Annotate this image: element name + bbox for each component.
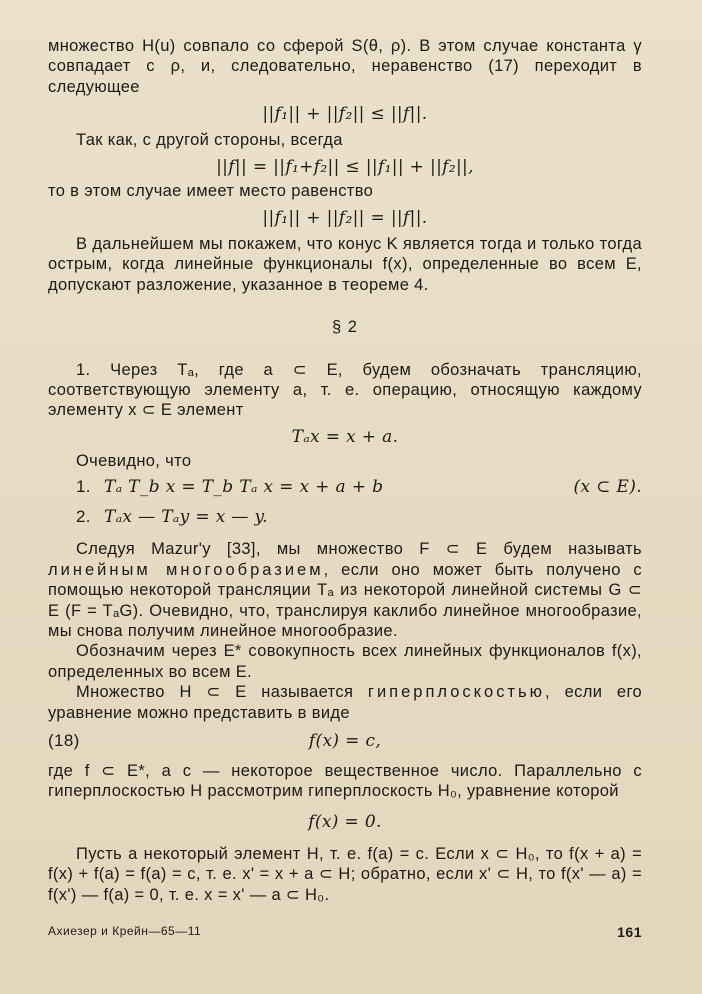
- paragraph-9: [48, 682, 642, 723]
- equation-4: Tₐx = x + a.: [291, 426, 399, 447]
- equation-1: ||f₁|| + ||f₂|| ≤ ||f||.: [262, 104, 428, 125]
- paragraph-11: Пусть a некоторый элемент H, т. е. f(a) = c. Если x ⊂ H₀, то f(x + a) = f(x) + f(a) = f(a) = c, т. е. x' = x + a ⊂ H; обратно, если x' ⊂ H, то f(x' — a) = f(x') — f(a) = 0, т. е. x = x' — a ⊂ H₀.: [48, 844, 642, 904]
- section-heading: § 2: [332, 318, 358, 337]
- equation-5-label: 1.: [76, 477, 91, 497]
- equation-6-body: Tₐx — Tₐy = x — y.: [104, 507, 268, 528]
- paragraph-5: 1. Через Tₐ, где a ⊂ E, будем обозначать трансляцию, соответствующую элементу a, т. е. операцию, относящую каждому элементу x ⊂ E элемент: [48, 360, 642, 420]
- equation-6-label: 2.: [76, 507, 91, 527]
- equation-7-body: f(x) = c,: [308, 730, 382, 751]
- paragraph-3: то в этом случае имеет место равенство: [48, 181, 374, 200]
- equation-7: [48, 731, 642, 753]
- paragraph-9-end: , если его уравнение можно представить в виде: [48, 683, 642, 722]
- term-linear-manifold: линейным многообразием: [48, 560, 324, 579]
- text-column: [48, 36, 642, 905]
- paragraph-8: Обозначим через E* совокупность всех линейных функционалов f(x), определенных во всем E.: [48, 642, 642, 681]
- page-footer: [48, 924, 642, 938]
- term-hyperplane: гиперплоскостью: [367, 683, 545, 702]
- paragraph-9-start: Множество H ⊂ E называется: [76, 683, 368, 702]
- paragraph-6: Очевидно, что: [76, 451, 192, 470]
- equation-2: ||f|| = ||f₁+f₂|| ≤ ||f₁|| + ||f₂||,: [216, 156, 474, 177]
- paragraph-7: [48, 539, 642, 641]
- equation-7-label: (18): [48, 730, 80, 750]
- equation-5-note: (x ⊂ E).: [573, 477, 642, 498]
- printer-signature: Ахиезер и Крейн—65—11: [48, 924, 202, 938]
- page-number: 161: [617, 924, 642, 940]
- paragraph-7-start: Следуя Mazur'у [33], мы множество F ⊂ E будем называть: [76, 540, 642, 559]
- paragraph-1: множество H(u) совпало со сферой S(θ, ρ). В этом случае константа γ совпадает с ρ, и, следовательно, неравенство (17) переходит в следующее: [48, 37, 642, 96]
- equation-6: [48, 507, 642, 529]
- equation-3: ||f₁|| + ||f₂|| = ||f||.: [262, 208, 428, 229]
- paragraph-10: где f ⊂ E*, а c — некоторое вещественное число. Параллельно с гиперплоскостью H рассмотрим гиперплоскость H₀, уравнение которой: [48, 761, 642, 801]
- paragraph-2: Так как, с другой стороны, всегда: [76, 131, 343, 150]
- paragraph-4: В дальнейшем мы покажем, что конус K является тогда и только тогда острым, когда линейные функционалы f(x), определенные во всем E, допускают разложение, указанное в теореме 4.: [48, 235, 642, 294]
- equation-5: [48, 477, 642, 499]
- paragraph-7-end: , если оно может быть получено с помощью некоторой трансляции Tₐ из некоторой линейной системы G ⊂ E (F = TₐG). Очевидно, что, транслируя каклибо линейное многообразие, мы снова получим линейное многообразие.: [48, 560, 642, 640]
- equation-8: f(x) = 0.: [308, 811, 382, 832]
- equation-5-body: Tₐ T_b x = T_b Tₐ x = x + a + b: [104, 477, 384, 498]
